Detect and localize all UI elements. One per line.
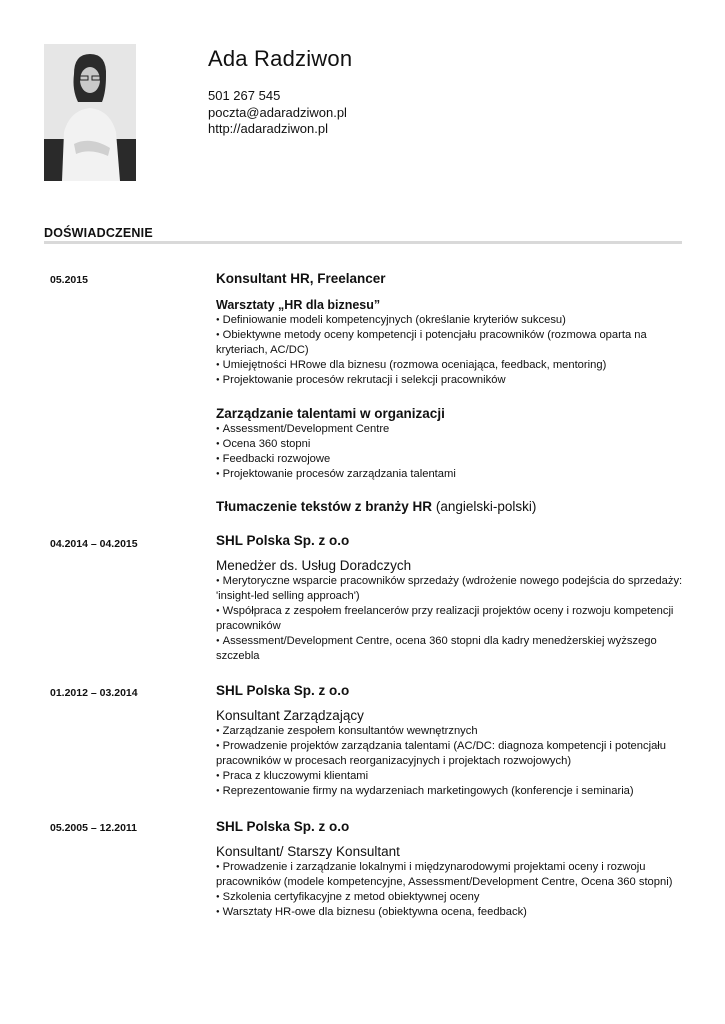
job-date: 04.2014 – 04.2015 xyxy=(50,538,138,550)
list-item: ● Współpraca z zespołem freelancerów przy realizacji projektów oceny i rozwoju kompetencji pracowników xyxy=(216,604,686,634)
bullet-list xyxy=(216,574,686,664)
contact-info xyxy=(208,88,347,138)
company-name: SHL Polska Sp. z o.o xyxy=(216,683,350,698)
job-role: Konsultant/ Starszy Konsultant xyxy=(216,844,400,859)
list-item: ● Reprezentowanie firmy na wydarzeniach marketingowych (konferencje i seminaria) xyxy=(216,784,686,799)
list-item: ● Szkolenia certyfikacyjne z metod obiektywnej oceny xyxy=(216,890,686,905)
company-name: SHL Polska Sp. z o.o xyxy=(216,533,350,548)
bullet-list xyxy=(216,860,686,920)
list-item: ● Prowadzenie projektów zarządzania talentami (AC/DC: diagnoza kompetencji i potencjału pracowników w procesach reorganizacyjnych i projektach rozwojowych) xyxy=(216,739,686,769)
list-item: ● Feedbacki rozwojowe xyxy=(216,452,686,467)
list-item: ● Assessment/Development Centre xyxy=(216,422,686,437)
list-item: ● Projektowanie procesów rekrutacji i selekcji pracowników xyxy=(216,373,686,388)
group-heading: Warsztaty „HR dla biznesu” xyxy=(216,298,381,312)
list-item: ● Merytoryczne wsparcie pracowników sprzedaży (wdrożenie nowego podejścia do sprzedaży: 'insight-led selling approach') xyxy=(216,574,686,604)
phone-number: 501 267 545 xyxy=(208,88,281,103)
bullet-list xyxy=(216,422,686,482)
job-date: 05.2015 xyxy=(50,274,88,286)
job-title: Konsultant HR, Freelancer xyxy=(216,271,386,286)
job-date: 05.2005 – 12.2011 xyxy=(50,822,138,834)
list-item: ● Definiowanie modeli kompetencyjnych (określanie kryteriów sukcesu) xyxy=(216,313,686,328)
bullet-list xyxy=(216,313,686,388)
list-item: ● Assessment/Development Centre, ocena 360 stopni dla kadry menedżerskiej wyższego szczebla xyxy=(216,634,686,664)
person-name: Ada Radziwon xyxy=(208,46,353,71)
job-entry-shl-managing-consultant xyxy=(216,682,686,799)
translation-heading xyxy=(216,498,686,515)
website-link[interactable]: http://adaradziwon.pl xyxy=(208,121,328,136)
list-item: ● Ocena 360 stopni xyxy=(216,437,686,452)
email-address[interactable]: poczta@adaradziwon.pl xyxy=(208,104,347,120)
list-item: ● Obiektywne metody oceny kompetencji i potencjału pracowników (rozmowa oparta na kryteriach, AC/DC) xyxy=(216,328,686,358)
list-item: ● Praca z kluczowymi klientami xyxy=(216,769,686,784)
job-entry-shl-manager xyxy=(216,532,686,664)
translation-languages: (angielski-polski) xyxy=(435,499,537,514)
job-role: Menedżer ds. Usług Doradczych xyxy=(216,558,412,573)
list-item: ● Umiejętności HRowe dla biznesu (rozmowa oceniająca, feedback, mentoring) xyxy=(216,358,686,373)
job-role: Konsultant Zarządzający xyxy=(216,708,364,723)
job-entry-freelancer xyxy=(216,270,686,515)
company-name: SHL Polska Sp. z o.o xyxy=(216,819,350,834)
job-entry-shl-consultant xyxy=(216,818,686,920)
bullet-list xyxy=(216,724,686,799)
list-item: ● Warsztaty HR-owe dla biznesu (obiektywna ocena, feedback) xyxy=(216,905,686,920)
job-date: 01.2012 – 03.2014 xyxy=(50,687,138,699)
section-divider xyxy=(44,241,682,244)
translation-bold: Tłumaczenie tekstów z branży HR xyxy=(216,499,433,514)
group-heading: Zarządzanie talentami w organizacji xyxy=(216,406,445,421)
list-item: ● Prowadzenie i zarządzanie lokalnymi i międzynarodowymi projektami oceny i rozwoju pracowników (modele kompetencyjne, Assessment/Development Centre, Ocena 360 stopni) xyxy=(216,860,686,890)
list-item: ● Projektowanie procesów zarządzania talentami xyxy=(216,467,686,482)
section-title: DOŚWIADCZENIE xyxy=(44,226,153,240)
profile-photo xyxy=(44,44,136,181)
list-item: ● Zarządzanie zespołem konsultantów wewnętrznych xyxy=(216,724,686,739)
